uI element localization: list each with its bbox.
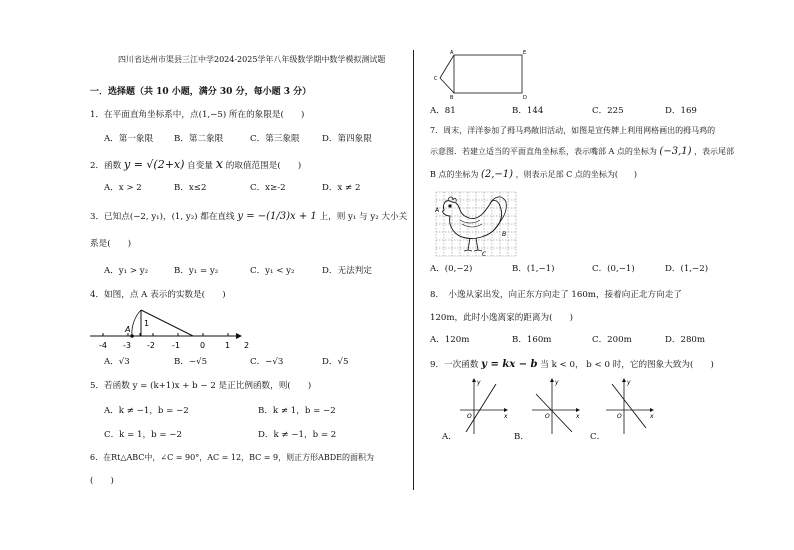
q1-option-b[interactable]: B．第二象限 (174, 134, 224, 144)
q4-option-b[interactable]: B．−√5 (174, 357, 208, 367)
q7-stem-line2 (430, 146, 734, 157)
q6-stem-line1 (90, 452, 374, 463)
q7-coord-b: (2,−1) (480, 169, 514, 180)
label-b: B (450, 95, 454, 101)
q2-stem (90, 157, 301, 172)
y-label: y (627, 379, 631, 386)
q3-option-b[interactable]: B．y₁ = y₂ (174, 266, 219, 276)
q2-stem-post: 的取值范围是( ) (225, 161, 302, 171)
column-divider (413, 50, 414, 490)
q4-option-d[interactable]: D．√5 (322, 357, 349, 367)
label-e: E (523, 50, 527, 56)
square-abde (454, 55, 522, 93)
number-line-arrow (236, 333, 242, 339)
label-foot-c: C (482, 251, 487, 258)
q3-option-a[interactable]: A．y₁ > y₂ (104, 266, 149, 276)
q6-stem-text: 6．在Rt△ABC中，∠C = 90°，AC = 12，BC = 9，则正方形ABDE的面积 (90, 453, 367, 462)
q1-option-d[interactable]: D．第四象限 (322, 134, 372, 144)
q1-option-c[interactable]: C．第三象限 (250, 134, 300, 144)
q4-stem: 4．如图，点 A 表示的实数是( ) (90, 290, 226, 300)
q1-option-a[interactable]: A．第一象限 (104, 134, 154, 144)
q3-stem-line2: 系是( ) (90, 239, 132, 249)
q3-stem-pre: 3．已知点(−2, y₁)，(1, y₂) 都在直线 (90, 212, 235, 222)
q3-option-d[interactable]: D．无法判定 (322, 266, 372, 276)
q8-option-a[interactable]: A．120m (430, 335, 470, 345)
tick-label-2: 2 (244, 341, 250, 350)
q6-option-b[interactable]: B．144 (512, 106, 544, 116)
tick-label-0: 0 (200, 341, 206, 350)
tick-label-1: 1 (225, 341, 231, 350)
label-c: C (434, 76, 438, 82)
x-label: x (576, 413, 580, 420)
q6-stem-tail: 为 (366, 453, 375, 462)
q9-graph-c (604, 376, 654, 436)
q2-option-c[interactable]: C．x≥-2 (250, 183, 286, 193)
q9-stem-mid: 当 k < 0， (540, 360, 584, 370)
label-d: D (523, 95, 527, 101)
q9-option-b[interactable]: B． (514, 432, 529, 442)
q5-option-d[interactable]: D．k ≠ −1，b = 2 (258, 430, 337, 440)
q2-variable: x (215, 157, 224, 172)
point-a-label: A (125, 325, 131, 334)
height-label: 1 (144, 319, 150, 328)
q7-option-b[interactable]: B．(1,−1) (512, 264, 555, 274)
tick-label-neg2: -2 (147, 341, 155, 350)
q9-graph-b (530, 376, 580, 436)
label-a: A (450, 50, 454, 56)
q2-stem-mid: 自变量 (187, 161, 213, 171)
q2-option-a[interactable]: A．x > 2 (104, 183, 142, 193)
q7-line2-post: ，表示尾部 (694, 147, 735, 156)
y-label: y (477, 379, 481, 386)
q7-stem-line1: 7．周末，洋洋参加了拇马鸡敞旧活动，如图是宣传牌上利用网格画出的拇马鸡的 (430, 126, 716, 135)
x-label: x (504, 413, 508, 420)
square-triangle-figure (428, 50, 527, 102)
q4-option-a[interactable]: A．√3 (104, 357, 130, 367)
rooster-grid-figure (432, 190, 522, 258)
rooster-feet (464, 250, 482, 251)
q7-option-d[interactable]: D．(1,−2) (665, 264, 709, 274)
rooster-wing (460, 220, 482, 227)
rooster-tail (490, 197, 506, 230)
section-header: 一．选择题（共 10 小题，满分 30 分，每小题 3 分） (90, 87, 312, 97)
compass-arc (132, 310, 141, 336)
q3-formula: y = −(1/3)x + 1 (237, 211, 317, 222)
function-line (536, 394, 572, 432)
label-tail-b: B (502, 231, 507, 238)
function-line (466, 384, 496, 432)
q5-stem: 5．若函数 y = (k+1)x + b − 2 是正比例函数，则( ) (90, 381, 312, 391)
q5-option-c[interactable]: C．k = 1，b = −2 (104, 430, 182, 440)
q6-option-a[interactable]: A．81 (430, 106, 456, 116)
q7-line3-pre: B 点的坐标为 (430, 170, 479, 179)
function-line (612, 384, 646, 428)
origin-label: O (617, 413, 622, 420)
number-line-figure (88, 304, 248, 354)
q7-coord-a: (−3,1) (659, 146, 692, 157)
label-beak-a: A (435, 207, 440, 214)
q4-option-c[interactable]: C．−√3 (250, 357, 284, 367)
q7-line2-pre: 示意图．若建立适当的平面直角坐标系，表示嘴部 A 点的坐标为 (430, 147, 657, 156)
q2-formula: y = √(2+x) (123, 158, 185, 171)
q3-stem-line1 (90, 210, 407, 222)
q9-stem-pre: 9．一次函数 (430, 360, 479, 370)
q8-option-c[interactable]: C．200m (592, 335, 632, 345)
tick-label-neg4: -4 (99, 341, 107, 350)
triangle-abc (440, 55, 454, 93)
q9-option-a[interactable]: A． (442, 432, 457, 442)
rooster-eye (448, 204, 451, 207)
q1-stem: 1．在平面直角坐标系中，点(1,−5) 所在的象限是( ) (90, 110, 305, 120)
q5-option-b[interactable]: B．k ≠ 1，b = −2 (258, 406, 336, 416)
q3-option-c[interactable]: C．y₁ < y₂ (250, 266, 295, 276)
q7-stem-line3 (430, 169, 637, 180)
q9-stem (430, 358, 714, 370)
origin-label: O (467, 413, 472, 420)
q3-stem-post: 上，则 y₁ 与 y₂ 大小关 (319, 212, 408, 222)
q7-option-c[interactable]: C．(0,−1) (592, 264, 635, 274)
point-a-dot (130, 334, 134, 338)
q6-option-d[interactable]: D．169 (665, 106, 697, 116)
q8-option-b[interactable]: B．160m (512, 335, 552, 345)
tick-label-neg1: -1 (172, 341, 180, 350)
q8-option-d[interactable]: D．280m (665, 335, 706, 345)
q2-stem-pre: 2．函数 (90, 161, 122, 171)
page-title: 四川省达州市渠县三江中学2024-2025学年八年级数学期中数学模拟测试题 (118, 55, 386, 64)
q2-option-d[interactable]: D．x ≠ 2 (322, 183, 361, 193)
origin-label: O (545, 413, 550, 420)
grid-lines (436, 192, 516, 256)
q7-line3-post: ，则表示足部 C 点的坐标为( ) (515, 170, 638, 179)
q8-stem-line1: 8． 小逸从家出发，向正东方向走了 160m，接着向正北方向走了 (430, 290, 682, 300)
tick-label-neg3: -3 (123, 341, 131, 350)
q8-stem-line2: 120m，此时小逸离家的距离为( ) (430, 313, 573, 323)
y-label: y (555, 379, 559, 386)
q9-formula: y = kx − b (481, 359, 538, 370)
q5-option-a[interactable]: A．k ≠ −1，b = −2 (104, 406, 189, 416)
q7-option-a[interactable]: A．(0,−2) (430, 264, 473, 274)
q6-option-c[interactable]: C．225 (592, 106, 624, 116)
q9-option-c[interactable]: C． (590, 432, 606, 442)
q9-graph-a (458, 376, 508, 436)
x-label: x (650, 413, 654, 420)
q2-option-b[interactable]: B．x≤2 (174, 183, 207, 193)
q9-stem-post: b < 0 时，它的图象大致为( ) (586, 360, 714, 370)
q6-stem-line2: ( ) (90, 476, 114, 486)
